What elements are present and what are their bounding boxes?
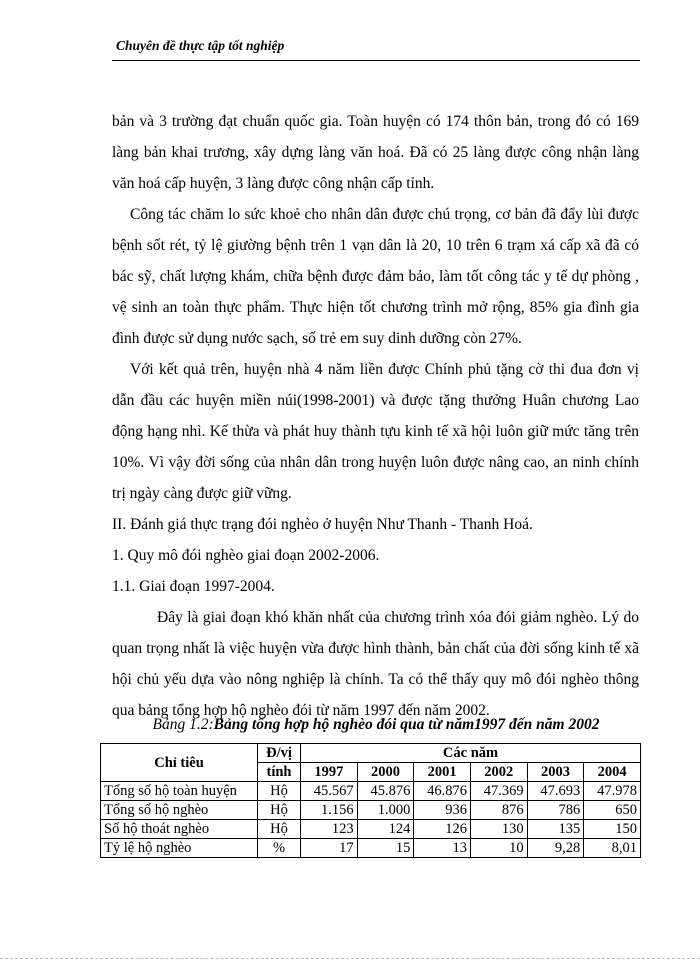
page-bottom-rule bbox=[0, 958, 700, 959]
row-label: Tổng số hộ toàn huyện bbox=[101, 782, 258, 801]
table-cell: 130 bbox=[470, 820, 527, 839]
table-cell: 47.369 bbox=[470, 782, 527, 801]
year-header: 2003 bbox=[527, 763, 584, 782]
table-cell: 126 bbox=[414, 820, 471, 839]
paragraph-3: Với kết quả trên, huyện nhà 4 năm liền được Chính phủ tặng cờ thi đua đơn vị dẫn đầu các huyện miền núi(1998-2001) và được tặng thưởng Huân chương Lao động hạng nhì. Kế thừa và phát huy thành tựu kinh tế xã hội luôn giữ mức tăng trên 10%. Vì vậy đời sống của nhân dân trong huyện luôn được nâng cao, an ninh chính trị ngày càng được giữ vững. bbox=[112, 361, 639, 502]
year-header: 2001 bbox=[414, 763, 471, 782]
table-cell: 123 bbox=[301, 820, 358, 839]
table-cell: 47.978 bbox=[584, 782, 641, 801]
caption-label: Bảng 1.2: bbox=[152, 716, 214, 733]
col-years-header: Các năm bbox=[301, 744, 641, 763]
table-cell: 876 bbox=[470, 801, 527, 820]
table-cell: 150 bbox=[584, 820, 641, 839]
row-unit: Hộ bbox=[258, 820, 301, 839]
section-heading-1: 1. Quy mô đói nghèo giai đoạn 2002-2006. bbox=[112, 547, 380, 564]
table-cell: 135 bbox=[527, 820, 584, 839]
table-cell: 46.876 bbox=[414, 782, 471, 801]
table-cell: 650 bbox=[584, 801, 641, 820]
row-unit: Hộ bbox=[258, 782, 301, 801]
table-row bbox=[101, 801, 641, 820]
row-unit: % bbox=[258, 839, 301, 858]
table-row bbox=[101, 839, 641, 858]
year-header: 1997 bbox=[301, 763, 358, 782]
year-header: 2000 bbox=[357, 763, 414, 782]
table-cell: 124 bbox=[357, 820, 414, 839]
body-text bbox=[112, 106, 639, 726]
table-cell: 10 bbox=[470, 839, 527, 858]
table-cell: 8,01 bbox=[584, 839, 641, 858]
year-header: 2002 bbox=[470, 763, 527, 782]
poverty-table bbox=[100, 743, 641, 858]
table-cell: 45.567 bbox=[301, 782, 358, 801]
row-label: Số hộ thoát nghèo bbox=[101, 820, 258, 839]
row-label: Tổng số hộ nghèo bbox=[101, 801, 258, 820]
table-row bbox=[101, 782, 641, 801]
paragraph-4: Đây là giai đoạn khó khăn nhất của chương trình xóa đói giảm nghèo. Lý do quan trọng nhất là việc huyện vừa được hình thành, bản chất của đời sống kinh tế xã hội chủ yếu dựa vào nông nghiệp là chính. Ta có thể thấy quy mô đói nghèo thông qua bảng tổng hợp hộ nghèo đói từ năm 1997 đến năm 2002. bbox=[112, 609, 639, 719]
year-header: 2004 bbox=[584, 763, 641, 782]
table-cell: 786 bbox=[527, 801, 584, 820]
table-caption bbox=[112, 716, 640, 734]
table-cell: 936 bbox=[414, 801, 471, 820]
row-unit: Hộ bbox=[258, 801, 301, 820]
row-label: Tỷ lệ hộ nghèo bbox=[101, 839, 258, 858]
table-cell: 17 bbox=[301, 839, 358, 858]
caption-title: Bảng tổng hợp hộ nghèo đói qua từ năm1997 đến năm 2002 bbox=[213, 716, 600, 733]
table-cell: 15 bbox=[357, 839, 414, 858]
col-unit-header-bottom: tính bbox=[258, 763, 301, 782]
table-cell: 9,28 bbox=[527, 839, 584, 858]
table-cell: 47.693 bbox=[527, 782, 584, 801]
section-heading-2: II. Đánh giá thực trạng đói nghèo ở huyện Như Thanh - Thanh Hoá. bbox=[112, 516, 533, 533]
table-cell: 1.000 bbox=[357, 801, 414, 820]
col-unit-header-top: Đ/vị bbox=[258, 744, 301, 763]
header-rule bbox=[112, 60, 640, 61]
paragraph-1: bản và 3 trường đạt chuẩn quốc gia. Toàn huyện có 174 thôn bản, trong đó có 169 làng bản khai trương, xây dựng làng văn hoá. Đã có 25 làng được công nhận làng văn hoá cấp huyện, 3 làng được công nhận cấp tỉnh. bbox=[112, 113, 639, 192]
page-header: Chuyên đề thực tập tốt nghiệp bbox=[116, 38, 285, 53]
table-header-row bbox=[101, 744, 641, 763]
table-cell: 1.156 bbox=[301, 801, 358, 820]
table-cell: 13 bbox=[414, 839, 471, 858]
table-row bbox=[101, 820, 641, 839]
col-indicator-header: Chỉ tiêu bbox=[101, 744, 258, 782]
section-heading-1-1: 1.1. Giai đoạn 1997-2004. bbox=[112, 578, 275, 595]
table-cell: 45.876 bbox=[357, 782, 414, 801]
paragraph-2: Công tác chăm lo sức khoẻ cho nhân dân được chú trọng, cơ bản đã đẩy lùi được bệnh sốt rét, tỷ lệ giường bệnh trên 1 vạn dân là 20, 10 trên 6 trạm xá cấp xã đã có bác sỹ, chất lượng khám, chữa bệnh được đảm bảo, làm tốt công tác y tế dự phòng , vệ sinh an toàn thực phẩm. Thực hiện tốt chương trình mở rộng, 85% gia đình gia đình được sử dụng nước sạch, số trẻ em suy dinh dưỡng còn 27%. bbox=[112, 206, 639, 347]
